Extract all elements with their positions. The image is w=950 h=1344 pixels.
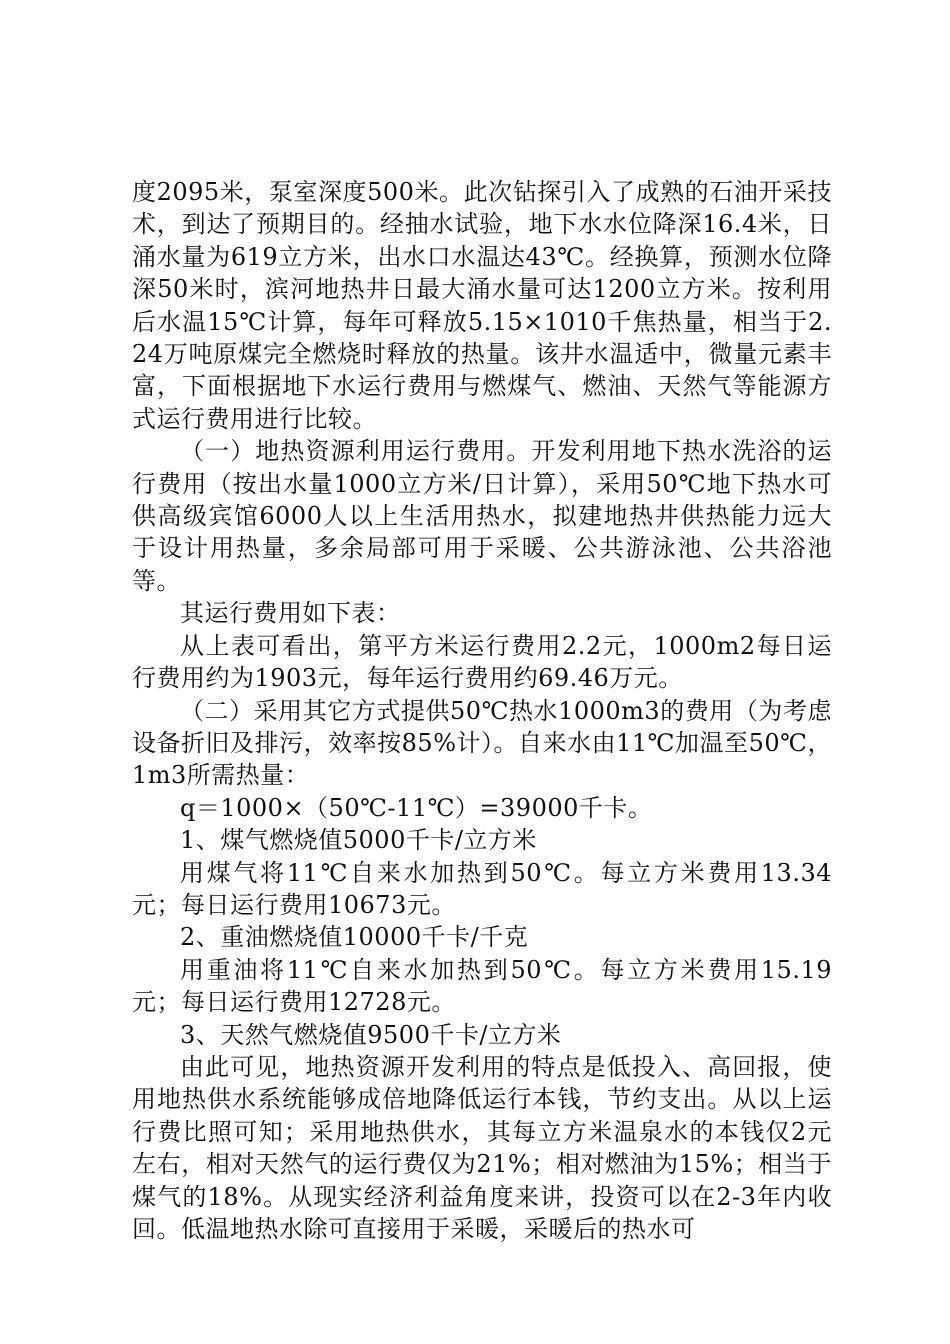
- body-text: [132, 176, 832, 1245]
- paragraph-12: 由此可见，地热资源开发利用的特点是低投入、高回报，使用地热供水系统能够成倍地降低运行本钱，节约支出。从以上运行费比照可知；采用地热供水，其每立方米温泉水的本钱仅2元左右，相对天然气的运行费仅为21%；相对燃油为15%；相当于煤气的18%。从现实经济利益角度来讲，投资可以在2-3年内收回。低温地热水除可直接用于采暖，采暖后的热水可: [132, 1052, 832, 1243]
- paragraph-3: 其运行费用如下表：: [180, 599, 401, 628]
- paragraph-11: 3、天然气燃烧值9500千卡/立方米: [180, 1020, 562, 1049]
- paragraph-2: （一）地热资源利用运行费用。开发利用地下热水洗浴的运行费用（按出水量1000立方米/日计算），采用50℃地下热水可供高级宾馆6000人以上生活用热水，拟建地热井供热能力远大于设计用热量，多余局部可用于采暖、公共游泳池、公共浴池等。: [132, 437, 832, 595]
- paragraph-10: 用重油将11℃自来水加热到50℃。每立方米费用15.19元；每日运行费用12728元。: [132, 955, 832, 1017]
- paragraph-9: 2、重油燃烧值10000千卡/千克: [180, 923, 529, 952]
- paragraph-6: q＝1000×（50℃-11℃）=39000千卡。: [180, 793, 653, 822]
- paragraph-4: 从上表可看出，第平方米运行费用2.2元，1000m2每日运行费用约为1903元，每年运行费用约69.46万元。: [132, 631, 832, 693]
- paragraph-7: 1、煤气燃烧值5000千卡/立方米: [180, 826, 537, 855]
- paragraph-1: 度2095米，泵室深度500米。此次钻探引入了成熟的石油开采技术，到达了预期目的。经抽水试验，地下水水位降深16.4米，日涌水量为619立方米，出水口水温达43℃。经换算，预测水位降深50米时，滨河地热井日最大涌水量可达1200立方米。按利用后水温15℃计算，每年可释放5.15×1010千焦热量，相当于2.24万吨原煤完全燃烧时释放的热量。该井水温适中，微量元素丰富，下面根据地下水运行费用与燃煤气、燃油、天然气等能源方式运行费用进行比较。: [132, 178, 832, 433]
- paragraph-8: 用煤气将11℃自来水加热到50℃。每立方米费用13.34元；每日运行费用10673元。: [132, 858, 832, 919]
- paragraph-5: （二）采用其它方式提供50℃热水1000m3的费用（为考虑设备折旧及排污，效率按85%计）。自来水由11℃加温至50℃，1m3所需热量：: [132, 696, 832, 790]
